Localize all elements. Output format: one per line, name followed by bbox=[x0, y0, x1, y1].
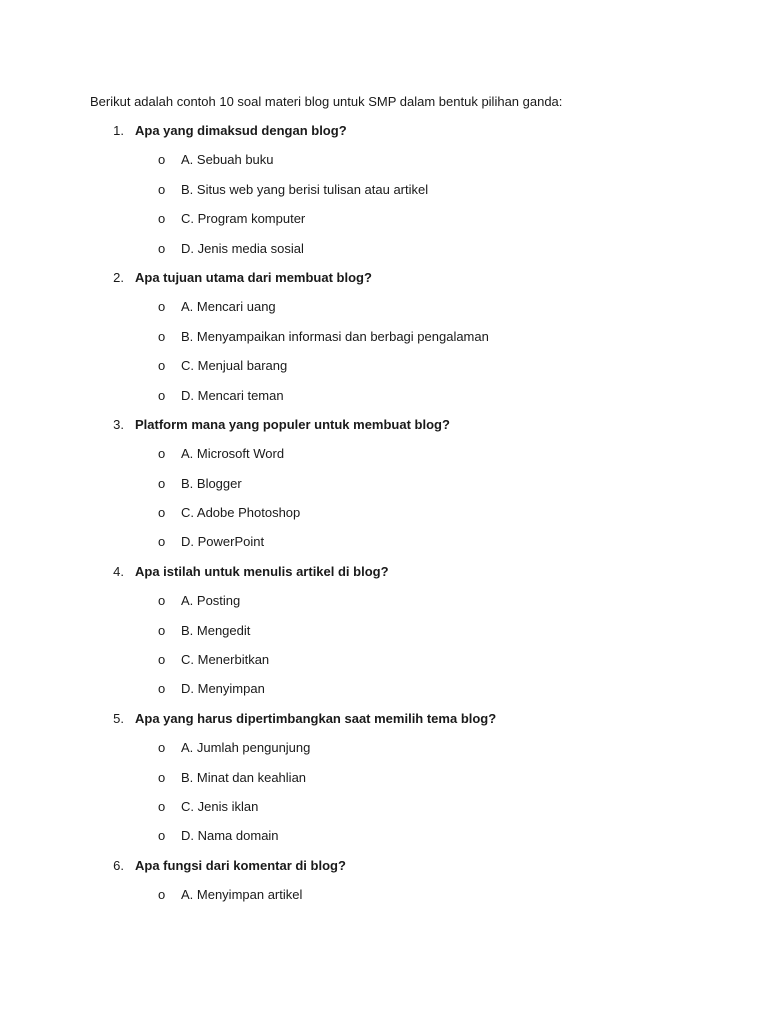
question-number: 6. bbox=[113, 857, 124, 873]
bullet-icon: o bbox=[158, 446, 166, 462]
bullet-icon: o bbox=[158, 181, 166, 197]
bullet-icon: o bbox=[158, 593, 166, 609]
option-text: B. Minat dan keahlian bbox=[181, 769, 307, 785]
bullet-icon: o bbox=[158, 887, 166, 903]
question-number: 3. bbox=[113, 416, 124, 432]
option-item bbox=[0, 387, 768, 416]
bullet-icon: o bbox=[158, 740, 166, 756]
option-item bbox=[0, 739, 768, 768]
question-number: 5. bbox=[113, 710, 124, 726]
option-text: A. Microsoft Word bbox=[181, 446, 285, 462]
option-text: D. Mencari teman bbox=[181, 387, 284, 403]
option-item bbox=[0, 798, 768, 827]
option-text: C. Jenis iklan bbox=[181, 798, 259, 814]
option-text: B. Menyampaikan informasi dan berbagi pengalaman bbox=[181, 328, 489, 344]
option-item bbox=[0, 475, 768, 504]
option-text: A. Jumlah pengunjung bbox=[181, 740, 311, 756]
option-text: C. Menjual barang bbox=[181, 358, 288, 374]
option-item bbox=[0, 181, 768, 210]
option-text: C. Adobe Photoshop bbox=[181, 505, 301, 521]
question-4 bbox=[0, 563, 768, 592]
option-text: B. Blogger bbox=[181, 475, 242, 491]
bullet-icon: o bbox=[158, 328, 166, 344]
option-text: D. Jenis media sosial bbox=[181, 240, 304, 256]
option-text: A. Posting bbox=[181, 593, 241, 609]
question-text: Apa istilah untuk menulis artikel di blog? bbox=[135, 563, 389, 579]
option-item bbox=[0, 592, 768, 621]
option-item bbox=[0, 298, 768, 327]
option-item bbox=[0, 622, 768, 651]
bullet-icon: o bbox=[158, 828, 166, 844]
option-text: B. Mengedit bbox=[181, 622, 251, 638]
bullet-icon: o bbox=[158, 652, 166, 668]
option-text: C. Menerbitkan bbox=[181, 652, 270, 668]
option-item bbox=[0, 357, 768, 386]
question-number: 2. bbox=[113, 269, 124, 285]
bullet-icon: o bbox=[158, 475, 166, 491]
bullet-icon: o bbox=[158, 534, 166, 550]
option-item bbox=[0, 445, 768, 474]
bullet-icon: o bbox=[158, 798, 166, 814]
bullet-icon: o bbox=[158, 152, 166, 168]
question-text: Platform mana yang populer untuk membuat blog? bbox=[135, 416, 450, 432]
option-text: D. Nama domain bbox=[181, 828, 279, 844]
option-item bbox=[0, 886, 768, 915]
option-item bbox=[0, 533, 768, 562]
question-6 bbox=[0, 857, 768, 886]
option-item bbox=[0, 504, 768, 533]
option-text: B. Situs web yang berisi tulisan atau artikel bbox=[181, 181, 429, 197]
option-text: A. Menyimpan artikel bbox=[181, 887, 303, 903]
option-text: C. Program komputer bbox=[181, 211, 306, 227]
question-5 bbox=[0, 710, 768, 739]
question-number: 4. bbox=[113, 563, 124, 579]
bullet-icon: o bbox=[158, 211, 166, 227]
bullet-icon: o bbox=[158, 622, 166, 638]
question-text: Apa tujuan utama dari membuat blog? bbox=[135, 269, 372, 285]
bullet-icon: o bbox=[158, 299, 166, 315]
option-text: A. Mencari uang bbox=[181, 299, 276, 315]
option-item bbox=[0, 151, 768, 180]
option-item bbox=[0, 651, 768, 680]
bullet-icon: o bbox=[158, 358, 166, 374]
question-text: Apa yang dimaksud dengan blog? bbox=[135, 123, 347, 138]
bullet-icon: o bbox=[158, 769, 166, 785]
option-item bbox=[0, 240, 768, 269]
option-item bbox=[0, 769, 768, 798]
intro-text: Berikut adalah contoh 10 soal materi blog untuk SMP dalam bentuk pilihan ganda: bbox=[90, 94, 563, 109]
option-text: D. PowerPoint bbox=[181, 534, 265, 550]
question-number: 1. bbox=[113, 123, 124, 138]
question-list bbox=[0, 122, 768, 916]
question-1 bbox=[0, 122, 768, 151]
question-3 bbox=[0, 416, 768, 445]
question-text: Apa yang harus dipertimbangkan saat memilih tema blog? bbox=[135, 710, 497, 726]
question-2 bbox=[0, 269, 768, 298]
bullet-icon: o bbox=[158, 387, 166, 403]
option-item bbox=[0, 210, 768, 239]
option-text: D. Menyimpan bbox=[181, 681, 265, 697]
option-text: A. Sebuah buku bbox=[181, 152, 274, 168]
bullet-icon: o bbox=[158, 681, 166, 697]
option-item bbox=[0, 328, 768, 357]
bullet-icon: o bbox=[158, 505, 166, 521]
bullet-icon: o bbox=[158, 240, 166, 256]
option-item bbox=[0, 680, 768, 709]
question-text: Apa fungsi dari komentar di blog? bbox=[135, 857, 346, 873]
option-item bbox=[0, 827, 768, 856]
